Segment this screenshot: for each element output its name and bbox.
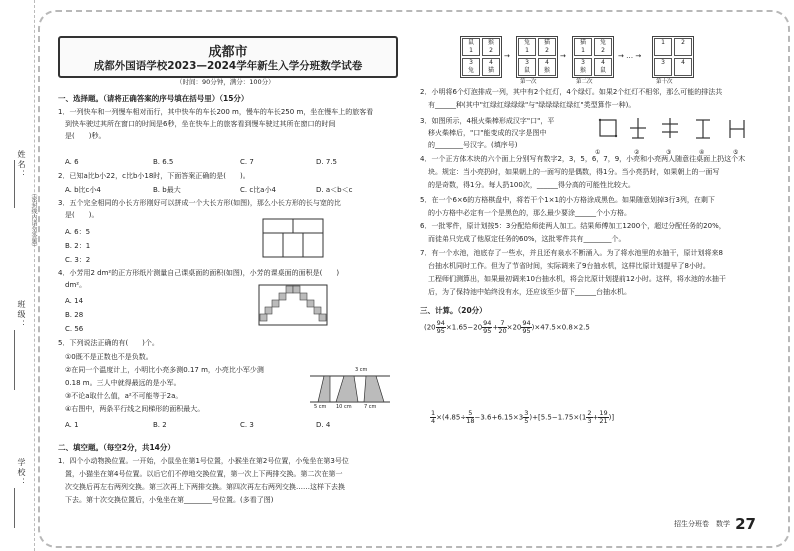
s2-q5-line2: 的小方格中必定有一个是黑色的，那么最少要涂______个小方格。 [428,209,631,217]
section1-heading: 一、选择题。（请将正确答案的序号填在括号里）（15分） [58,94,249,103]
s2-q1-line1: 1．四个小动物换位置。一开始，小鼠坐在第1号位置，小猴坐在第2号位置，小兔坐在第3号位 [58,457,349,465]
calc-2: $\frac{1}{4}$ ×(4.85÷ $\frac{5}{18}$ −3.6+6.15×3 $\frac{3}{5}$ )+[5.5−1.75×(1 $\frac{2}{3}$ + $\frac{19}{21}$ )] [431,409,615,425]
q5-label-right: 7 cm [364,404,377,410]
q5-option-d: D. 4 [316,421,331,429]
s2-q1-line3: 次交换后再左右两列交换。第三次再上下两排交换。第四次再左右两列交换……这样下去换 [65,483,345,491]
q5-option-a: A. 1 [65,421,79,429]
q5-statement2-cont: 0.18 m。三人中就得最远的是小军。 [65,379,181,387]
exam-meta: （时间：90分钟，满分：100分） [176,78,275,86]
q4-line1: 4．小芳用2 dm²的正方形纸片测量自己课桌面的面积(如图)，小芳的课桌面的面积是( ) [58,269,340,277]
s2-q7-line1: 7．有一个水池，池底存了一些水，并且还有泉水不断涌入。为了将水池里的水抽干，原计划将来8 [420,249,723,257]
school-label: 学校： [17,458,26,488]
q5-line1: 5．下列说法正确的有( )个。 [58,339,159,347]
s2-q3-line2: 移火柴棒后，"口"能变成的汉字是图中 [428,129,547,137]
s2-q1-line2: 置，小猫坐在第4号位置。以后它们不停地交换位置，第一次上下两排交换。第二次在第一 [65,470,343,478]
q1-option-c: C. 7 [240,158,254,166]
q3-label-1: ① [595,149,601,156]
caption-10: 第十次 [656,79,673,85]
q4-desk-figure [258,284,328,326]
q2-option-b: B. b最大 [153,186,181,194]
s2-q2-line2: 有______种(其中"红绿红绿绿绿"与"绿绿绿红绿红"类型算作一种)。 [428,101,636,109]
q3-label-2: ② [634,149,640,156]
s2-q7-line4: 后，为了保持池中始终没有水，还应该至少留下______台抽水机。 [428,288,631,296]
q3-option-b: B. 2：1 [65,242,91,250]
s2-q1-line4: 下去。第十次交换位置后，小兔坐在第________号位置。(多看了图) [65,496,274,504]
s2-q7-line3: 工程师们测算出，如果最初调来10台抽水机，将会比原计划提前12小时。这样，将水池的水抽干 [428,275,726,283]
q2-option-d: D. a＜b＜c [316,186,353,194]
q3-option-a: A. 6：5 [65,228,91,236]
q5-option-c: C. 3 [240,421,254,429]
q4-option-b: B. 28 [65,311,84,319]
seal-note: （密封线内请勿答题） [30,190,37,250]
q4-line2: dm²。 [65,281,87,289]
page-number: 27 [735,515,756,533]
s2-q6-line2: 而徒弟只完成了他原定任务的60%，这批零件共有________个。 [428,235,626,243]
section3-heading: 三、计算。（20分） [420,306,487,315]
arrow-icon: → [560,52,566,60]
s2-q6-line1: 6．一批零件，原计划按5：3分配给师徒两人加工。结果师傅加工1200个，超过分配任务的20%， [420,222,726,230]
q3-label-3: ③ [666,149,672,156]
q5-label-left: 5 cm [314,404,327,410]
sidebar [4,0,38,551]
s2-q4-line1: 4．一个正方体木块的六个面上分别写有数字2，3，5，6，7，9，小亮和小亮两人随意往桌面上扔这个木 [420,155,746,163]
footer-series: 招生分班卷 数学 [674,520,730,528]
s2-q2-line1: 2．小明将6个灯泡排成一列，其中有2个红灯，4个绿灯。如果2个红灯不相邻，那么可能的排法共 [420,88,723,96]
q2-option-a: A. b比c小4 [65,186,101,194]
city-title: 成都市 [208,45,248,60]
swap-grid-2: 猫 1 兔 2 3 猴 4 鼠 [572,36,614,78]
q5-statement3: ③不论a取什么值，a²不可能等于2a。 [65,392,183,400]
title-box [58,36,398,78]
class-label: 班级： [17,300,26,330]
q2-line1: 2．已知a比b小22，c比b小18时，下面答案正确的是( )。 [58,172,250,180]
s2-q5-line1: 5．在一个6×6的方格棋盘中，将若干个1×1的小方格涂成黑色。如果随意划掉3行3列，在剩下 [420,196,715,204]
section2-heading: 二、填空题。（每空2分，共14分） [58,443,175,452]
q5-option-b: B. 2 [153,421,167,429]
q3-line1: 3．五个完全相同的小长方形刚好可以拼成一个大长方形(如图)，那么小长方形的长与宽的比 [58,199,341,207]
exam-title: 成都外国语学校2023—2024学年新生入学分班数学试卷 [93,60,363,72]
q3-matchstick-figure [580,114,770,150]
q5-label-top: 3 cm [355,367,368,373]
q5-statement2: ②在同一个温度计上，小明比小亮多测0.17 m，小亮比小军少测 [65,366,264,374]
s2-q7-line2: 台抽水机同时工作。但为了节省时间，实际调来了9台抽水机，这样比原计划提早了8小时。 [428,262,710,270]
swap-grid-start: 鼠 1 猴 2 3 兔 4 猫 [460,36,502,78]
swap-grid-10: 1 2 3 4 [652,36,694,78]
q4-option-c: C. 56 [65,325,84,333]
s2-q4-line3: 的是奇数，得1分。每人扔100次，______得分高的可能性比较大。 [428,181,635,189]
swap-grid-1: 兔 1 猫 2 3 鼠 4 猴 [516,36,558,78]
q3-line2: 是( )。 [65,211,99,219]
q1-line3: 是( )秒。 [65,132,106,140]
q5-statement1: ①0既不是正数也不是负数。 [65,353,153,361]
s2-q3-line1: 3．如图所示，4根火柴棒形成汉字"口"，平 [420,117,555,125]
q1-option-a: A. 6 [65,158,79,166]
q5-label-mid: 10 cm [336,404,352,410]
q1-option-b: B. 6.5 [153,158,174,166]
q3-label-4: ④ [699,149,705,156]
q3-option-c: C. 3：2 [65,256,91,264]
q4-option-a: A. 14 [65,297,84,305]
q1-line2: 到快车驶过其所在窗口的时间是6秒，坐在快车上的旅客看到慢车驶过其所在窗口的时间 [65,120,336,128]
name-label: 姓名： [17,150,26,180]
q5-statement4: ④右图中，两条平行线之间梯形的面积最大。 [65,405,205,413]
q2-option-c: C. c比a小4 [240,186,276,194]
q1-line1: 1．一列快车和一列慢车相对而行，其中快车的车长200 m，慢车的车长250 m，坐在慢车上的旅客看 [58,108,374,116]
ellipsis: → … → [618,52,642,60]
s2-q3-line3: 的________号汉字。(填序号) [428,141,518,149]
s2-q4-line2: 块。规定：当小亮扔时，如果朝上的一面写的是偶数，得1分。当小亮扔时，如果朝上的一面写 [428,168,720,176]
caption-1: 第一次 [520,79,537,85]
caption-2: 第二次 [576,79,593,85]
arrow-icon: → [504,52,510,60]
q3-rectangles-figure [262,218,324,258]
q3-label-5: ⑤ [733,149,739,156]
q1-option-d: D. 7.5 [316,158,337,166]
calc-1: (20 $\frac{94}{95}$ ×1.65−20 $\frac{94}{95}$ + $\frac{7}{20}$ ×20 $\frac{94}{95}$ )×47.5×0.8×2.5 [424,319,590,335]
